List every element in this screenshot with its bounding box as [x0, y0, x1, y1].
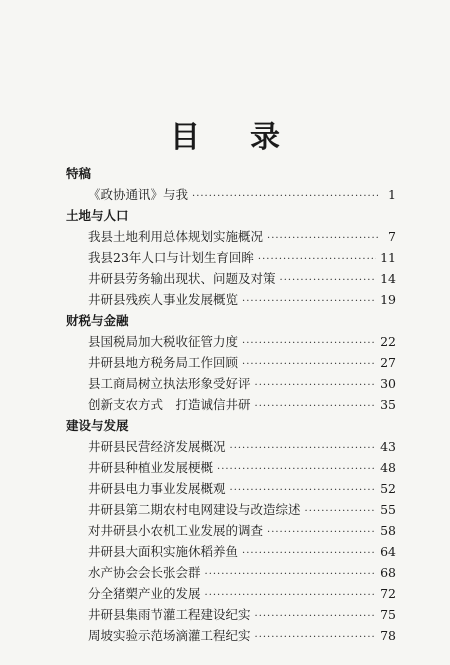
toc-entry[interactable]	[66, 562, 396, 583]
dot-leader	[230, 438, 377, 459]
section-heading-construction: 建设与发展	[66, 418, 129, 433]
toc-entry[interactable]	[66, 625, 396, 646]
entry-title: 创新支农方式 打造诚信井研	[88, 397, 251, 412]
dot-leader	[242, 291, 376, 312]
toc-entry[interactable]	[66, 604, 396, 625]
entry-page-number: 75	[380, 607, 396, 622]
entry-title: 井研县大面积实施休稻养鱼	[88, 544, 239, 559]
entry-title: 井研县残疾人事业发展概览	[88, 292, 239, 307]
entry-page-number: 58	[380, 523, 396, 538]
toc-entry[interactable]	[66, 268, 396, 289]
dot-leader	[242, 543, 376, 564]
toc-entry[interactable]	[66, 478, 396, 499]
toc-entry[interactable]	[66, 394, 396, 415]
toc-entry[interactable]	[66, 436, 396, 457]
dot-leader	[192, 186, 378, 207]
entry-page-number: 27	[380, 355, 396, 370]
dot-leader	[217, 459, 376, 480]
entry-page-number: 64	[380, 544, 396, 559]
toc-entry[interactable]	[66, 541, 396, 562]
dot-leader	[280, 270, 377, 291]
entry-page-number: 19	[380, 292, 396, 307]
section-heading-special: 特稿	[66, 166, 92, 181]
toc-entry[interactable]	[66, 226, 396, 247]
entry-title: 井研县劳务输出现状、问题及对策	[88, 271, 276, 286]
entry-page-number: 78	[380, 628, 396, 643]
entry-page-number: 30	[380, 376, 396, 391]
entry-page-number: 22	[380, 334, 396, 349]
toc-entry[interactable]	[66, 457, 396, 478]
entry-page-number: 43	[380, 439, 396, 454]
section-heading-finance: 财税与金融	[66, 313, 129, 328]
entry-title: 井研县集雨节灌工程建设纪实	[88, 607, 251, 622]
section-heading-land-population: 土地与人口	[66, 208, 129, 223]
toc-entry[interactable]	[66, 520, 396, 541]
toc-entry[interactable]	[66, 331, 396, 352]
entry-title: 井研县地方税务局工作回顾	[88, 355, 239, 370]
entry-title: 我县土地利用总体规划实施概况	[88, 229, 264, 244]
entry-title: 井研县种植业发展梗概	[88, 460, 214, 475]
entry-title: 水产协会会长张会群	[88, 565, 201, 580]
dot-leader	[230, 480, 377, 501]
entry-title: 井研县第二期农村电网建设与改造综述	[88, 502, 301, 517]
toc-entry[interactable]	[66, 184, 396, 205]
dot-leader	[267, 522, 376, 543]
entry-page-number: 1	[388, 187, 396, 202]
toc-entry[interactable]	[66, 373, 396, 394]
dot-leader	[255, 627, 377, 648]
entry-page-number: 14	[380, 271, 396, 286]
dot-leader	[242, 333, 376, 354]
entry-title: 周坡实验示范场滴灌工程纪实	[88, 628, 251, 643]
entry-page-number: 72	[380, 586, 396, 601]
dot-leader	[255, 606, 377, 627]
dot-leader	[267, 228, 378, 249]
toc-entry[interactable]	[66, 247, 396, 268]
entry-page-number: 68	[380, 565, 396, 580]
dot-leader	[258, 249, 376, 270]
entry-title: 我县23年人口与计划生育回眸	[88, 250, 254, 265]
dot-leader	[255, 396, 377, 417]
entry-title: 井研县民营经济发展概况	[88, 439, 226, 454]
entry-title: 对井研县小农机工业发展的调查	[88, 523, 264, 538]
entry-title: 县国税局加大税收征管力度	[88, 334, 239, 349]
entry-page-number: 35	[380, 397, 396, 412]
entry-page-number: 55	[380, 502, 396, 517]
dot-leader	[205, 585, 377, 606]
toc-entry[interactable]	[66, 499, 396, 520]
title-char-1: 目	[170, 120, 200, 155]
toc-entry[interactable]	[66, 289, 396, 310]
entry-title: 分全猪槊产业的发展	[88, 586, 201, 601]
entry-page-number: 11	[380, 250, 396, 265]
entry-page-number: 7	[388, 229, 396, 244]
entry-title: 县工商局树立执法形象受好评	[88, 376, 251, 391]
dot-leader	[305, 501, 377, 522]
entry-page-number: 52	[380, 481, 396, 496]
dot-leader	[205, 564, 377, 585]
entry-title: 井研县电力事业发展概观	[88, 481, 226, 496]
toc-entry[interactable]	[66, 352, 396, 373]
page-title	[0, 112, 450, 156]
title-char-2: 录	[250, 120, 280, 155]
entry-page-number: 48	[380, 460, 396, 475]
toc-entry[interactable]	[66, 583, 396, 604]
table-of-contents	[66, 163, 396, 646]
dot-leader	[242, 354, 376, 375]
entry-title: 《政协通讯》与我	[88, 187, 189, 202]
dot-leader	[255, 375, 377, 396]
